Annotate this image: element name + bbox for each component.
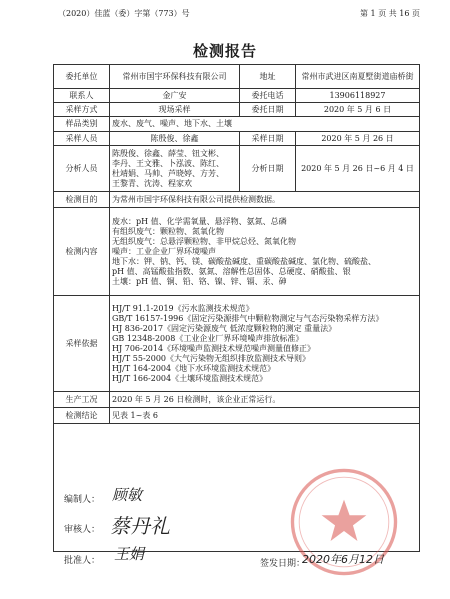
reviewer-signature: 蔡丹礼 xyxy=(110,514,170,538)
issue-date-label: 签发日期： xyxy=(260,559,306,569)
sampler-label: 采样人员 xyxy=(54,132,110,146)
client-label: 委托单位 xyxy=(54,65,110,89)
basis-line: HJ 706-2014《环境噪声监测技术规范噪声测量值修正》 xyxy=(112,343,316,353)
phone-label: 委托电话 xyxy=(240,89,296,103)
commission-date-label: 委托日期 xyxy=(240,103,296,117)
table-row xyxy=(54,117,420,132)
report-title: 检测报告 xyxy=(192,42,257,60)
result-label: 检测结论 xyxy=(54,408,110,424)
content-value xyxy=(110,208,420,296)
analyst-value xyxy=(110,146,240,192)
table-row xyxy=(54,392,420,408)
content-line: 废水：pH 值、化学需氧量、悬浮物、氨氮、总磷 xyxy=(112,216,287,226)
production-label: 生产工况 xyxy=(54,392,110,408)
sample-type-label: 样品类别 xyxy=(54,117,110,132)
editor-label: 编制人： xyxy=(64,495,101,505)
address-value: 常州市武进区南夏墅街道庙桥街 xyxy=(296,65,420,89)
basis-line: HJ/T 166-2004《土壤环境监测技术规范》 xyxy=(112,373,268,383)
sampling-method-value: 现场采样 xyxy=(110,103,240,117)
sample-type-value: 废水、废气、噪声、地下水、土壤 xyxy=(110,117,420,132)
table-row xyxy=(54,65,420,89)
issue-date: 2020年6月12日 xyxy=(302,553,384,566)
table-row xyxy=(54,146,420,192)
table-row xyxy=(54,408,420,424)
analyst-line: 杜靖娟、马帅、芦晓婷、方芳、 xyxy=(112,168,224,178)
table-row xyxy=(54,296,420,392)
basis-value xyxy=(110,296,420,392)
client-value: 常州市国宇环保科技有限公司 xyxy=(110,65,240,89)
content-line: 地下水：钾、钠、钙、镁、碳酸盐碱度、重碳酸盐碱度、氯化物、硫酸盐、 xyxy=(112,256,376,266)
commission-date-value: 2020 年 5 月 6 日 xyxy=(296,103,420,117)
basis-line: HJ/T 55-2000《大气污染物无组织排放监测技术导则》 xyxy=(112,353,310,363)
approver-label: 批准人： xyxy=(64,556,101,566)
approver-signature: 王娟 xyxy=(114,545,145,563)
table-row xyxy=(54,208,420,296)
content-line: 有组织废气：颗粒物、氮氧化物 xyxy=(112,226,224,236)
page-indicator: 第 1 页 共 16 页 xyxy=(360,9,420,18)
content-line: 噪声：工业企业厂界环境噪声 xyxy=(112,246,216,256)
analyst-line: 王黎青、沈涛、程家欢 xyxy=(112,178,192,188)
basis-line: GB 12348-2008《工业企业厂界环境噪声排放标准》 xyxy=(112,333,304,343)
basis-line: GB/T 16157-1996《固定污染源排气中颗粒物测定与气态污染物采样方法》 xyxy=(112,313,384,323)
production-value: 2020 年 5 月 26 日检测时，该企业正常运行。 xyxy=(110,392,420,408)
analyst-label: 分析人员 xyxy=(54,146,110,192)
table-row xyxy=(54,89,420,103)
analyst-line: 李丹、王文雅、卜泓波、陈红、 xyxy=(112,158,224,168)
sampler-value: 陈殷俊、徐鑫 xyxy=(110,132,240,146)
table-row xyxy=(54,192,420,208)
content-line: 土壤：pH 值、铜、铅、铬、镍、锌、镉、汞、砷 xyxy=(112,276,287,286)
content-line: 无组织废气：总悬浮颗粒物、非甲烷总烃、氮氧化物 xyxy=(112,236,296,246)
analysis-date-value: 2020 年 5 月 26 日~6 月 4 日 xyxy=(296,146,420,192)
content-line: pH 值、高锰酸盐指数、氨氮、溶解性总固体、总硬度、硝酸盐、银 xyxy=(112,266,351,276)
result-value: 见表 1~表 6 xyxy=(110,408,420,424)
sampling-date-label: 采样日期 xyxy=(240,132,296,146)
sampling-method-label: 采样方式 xyxy=(54,103,110,117)
table-row xyxy=(54,103,420,117)
reviewer-label: 审核人： xyxy=(64,525,101,535)
phone-value: 13906118927 xyxy=(296,89,420,103)
analysis-date-label: 分析日期 xyxy=(240,146,296,192)
page-header xyxy=(58,8,420,19)
analyst-line: 陈殷俊、徐鑫、薛莹、钮文彬、 xyxy=(112,148,224,158)
contact-value: 金广安 xyxy=(110,89,240,103)
basis-line: HJ/T 91.1-2019《污水监测技术规范》 xyxy=(112,303,254,313)
editor-signature: 顾敏 xyxy=(112,486,143,504)
basis-line: HJ/T 164-2004《地下水环境监测技术规范》 xyxy=(112,363,276,373)
sampling-date-value: 2020 年 5 月 26 日 xyxy=(296,132,420,146)
address-label: 地址 xyxy=(240,65,296,89)
basis-line: HJ 836-2017《固定污染源废气 低浓度颗粒物的测定 重量法》 xyxy=(112,323,337,333)
document-number: （2020）佳蓝（委）字第（773）号 xyxy=(58,9,190,18)
purpose-label: 检测目的 xyxy=(54,192,110,208)
purpose-value: 为常州市国宇环保科技有限公司提供检测数据。 xyxy=(110,192,420,208)
table-row xyxy=(54,132,420,146)
basis-label: 采样依据 xyxy=(54,296,110,392)
content-label: 检测内容 xyxy=(54,208,110,296)
contact-label: 联系人 xyxy=(54,89,110,103)
